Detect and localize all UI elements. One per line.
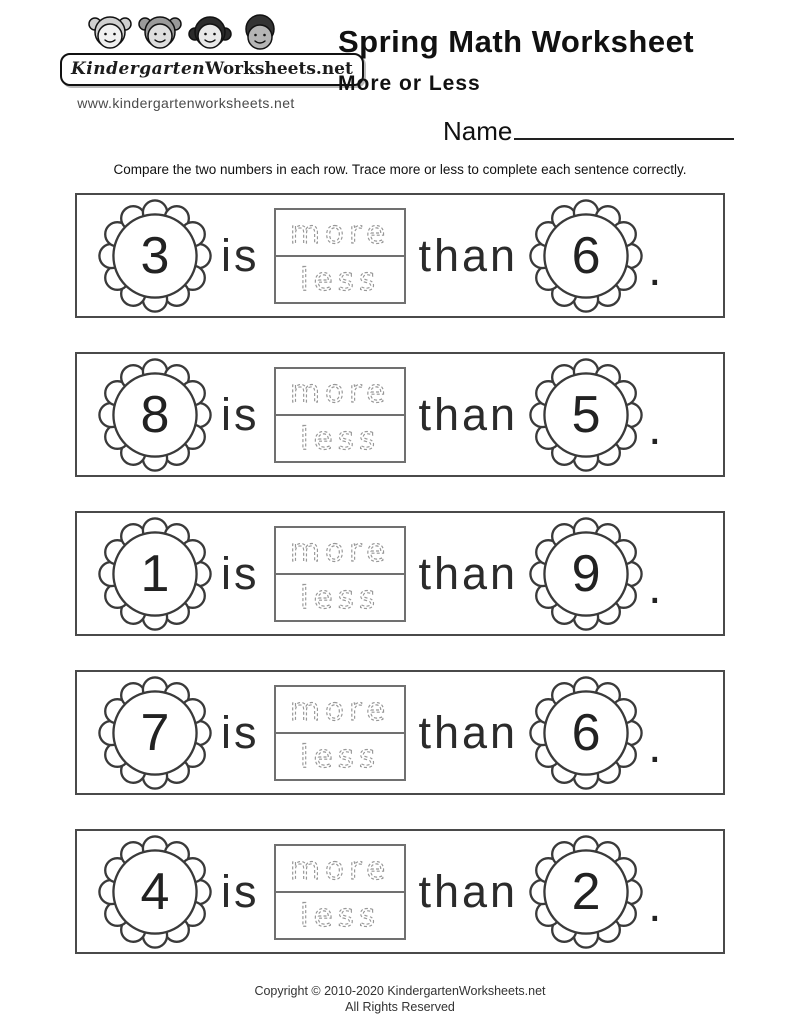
period: . <box>648 560 662 614</box>
period: . <box>648 242 662 296</box>
kids-faces-icon <box>81 12 291 58</box>
worksheet-row <box>75 829 725 954</box>
than-label: than <box>418 707 519 758</box>
left-flower <box>97 675 213 791</box>
trace-less-cell[interactable] <box>276 893 404 938</box>
rights-text: All Rights Reserved <box>345 1000 455 1014</box>
trace-less-cell[interactable] <box>276 734 404 779</box>
trace-word-more[interactable]: more <box>289 533 390 569</box>
trace-more-cell[interactable] <box>276 846 404 893</box>
right-flower <box>528 516 644 632</box>
trace-less-cell[interactable] <box>276 575 404 620</box>
logo-text-worksheets: Worksheets.net <box>205 59 353 79</box>
trace-word-less[interactable]: less <box>299 262 380 298</box>
trace-word-less[interactable]: less <box>299 898 380 934</box>
left-flower <box>97 357 213 473</box>
page-subtitle: More or Less <box>338 72 481 95</box>
right-number: 6 <box>571 226 601 285</box>
name-blank-line <box>514 138 734 140</box>
left-number: 8 <box>140 385 170 444</box>
right-number: 9 <box>571 544 601 603</box>
than-label: than <box>418 389 519 440</box>
is-label: is <box>221 230 260 281</box>
left-number: 7 <box>140 703 170 762</box>
left-number: 3 <box>140 226 170 285</box>
logo-text-kindergarten: Kindergarten <box>71 59 206 79</box>
copyright-text: Copyright © 2010-2020 KindergartenWorksheets.net <box>254 984 546 998</box>
logo <box>60 12 353 111</box>
trace-word-more[interactable]: more <box>289 215 390 251</box>
is-label: is <box>221 866 260 917</box>
right-number: 5 <box>571 385 601 444</box>
right-number: 6 <box>571 703 601 762</box>
trace-more-cell[interactable] <box>276 369 404 416</box>
trace-box[interactable] <box>274 526 406 622</box>
than-label: than <box>418 548 519 599</box>
worksheet-row <box>75 511 725 636</box>
is-label: is <box>221 707 260 758</box>
right-flower <box>528 675 644 791</box>
trace-more-cell[interactable] <box>276 528 404 575</box>
page-title: Spring Math Worksheet <box>338 24 695 59</box>
right-flower <box>528 834 644 950</box>
left-flower <box>97 834 213 950</box>
than-label: than <box>418 230 519 281</box>
left-number: 1 <box>140 544 170 603</box>
period: . <box>648 878 662 932</box>
trace-box[interactable] <box>274 844 406 940</box>
right-flower <box>528 198 644 314</box>
period: . <box>648 401 662 455</box>
instructions: Compare the two numbers in each row. Trace more or less to complete each sentence correctly. <box>113 162 687 177</box>
trace-less-cell[interactable] <box>276 416 404 461</box>
worksheet-row <box>75 352 725 477</box>
trace-box[interactable] <box>274 685 406 781</box>
left-number: 4 <box>140 862 170 921</box>
right-number: 2 <box>571 862 601 921</box>
trace-word-less[interactable]: less <box>299 421 380 457</box>
trace-box[interactable] <box>274 208 406 304</box>
is-label: is <box>221 389 260 440</box>
left-flower <box>97 516 213 632</box>
name-row <box>443 116 734 147</box>
trace-word-less[interactable]: less <box>299 580 380 616</box>
trace-more-cell[interactable] <box>276 687 404 734</box>
trace-more-cell[interactable] <box>276 210 404 257</box>
worksheet-row <box>75 670 725 795</box>
than-label: than <box>418 866 519 917</box>
website-url: www.kindergartenworksheets.net <box>77 95 295 111</box>
left-flower <box>97 198 213 314</box>
title-block <box>338 24 694 96</box>
trace-box[interactable] <box>274 367 406 463</box>
trace-word-less[interactable]: less <box>299 739 380 775</box>
name-label: Name <box>443 116 513 146</box>
is-label: is <box>221 548 260 599</box>
period: . <box>648 719 662 773</box>
trace-word-more[interactable]: more <box>289 692 390 728</box>
worksheet-row <box>75 193 725 318</box>
header <box>0 0 800 158</box>
trace-less-cell[interactable] <box>276 257 404 302</box>
right-flower <box>528 357 644 473</box>
logo-box <box>60 53 364 86</box>
trace-word-more[interactable]: more <box>289 374 390 410</box>
footer <box>0 984 800 1014</box>
trace-word-more[interactable]: more <box>289 851 390 887</box>
